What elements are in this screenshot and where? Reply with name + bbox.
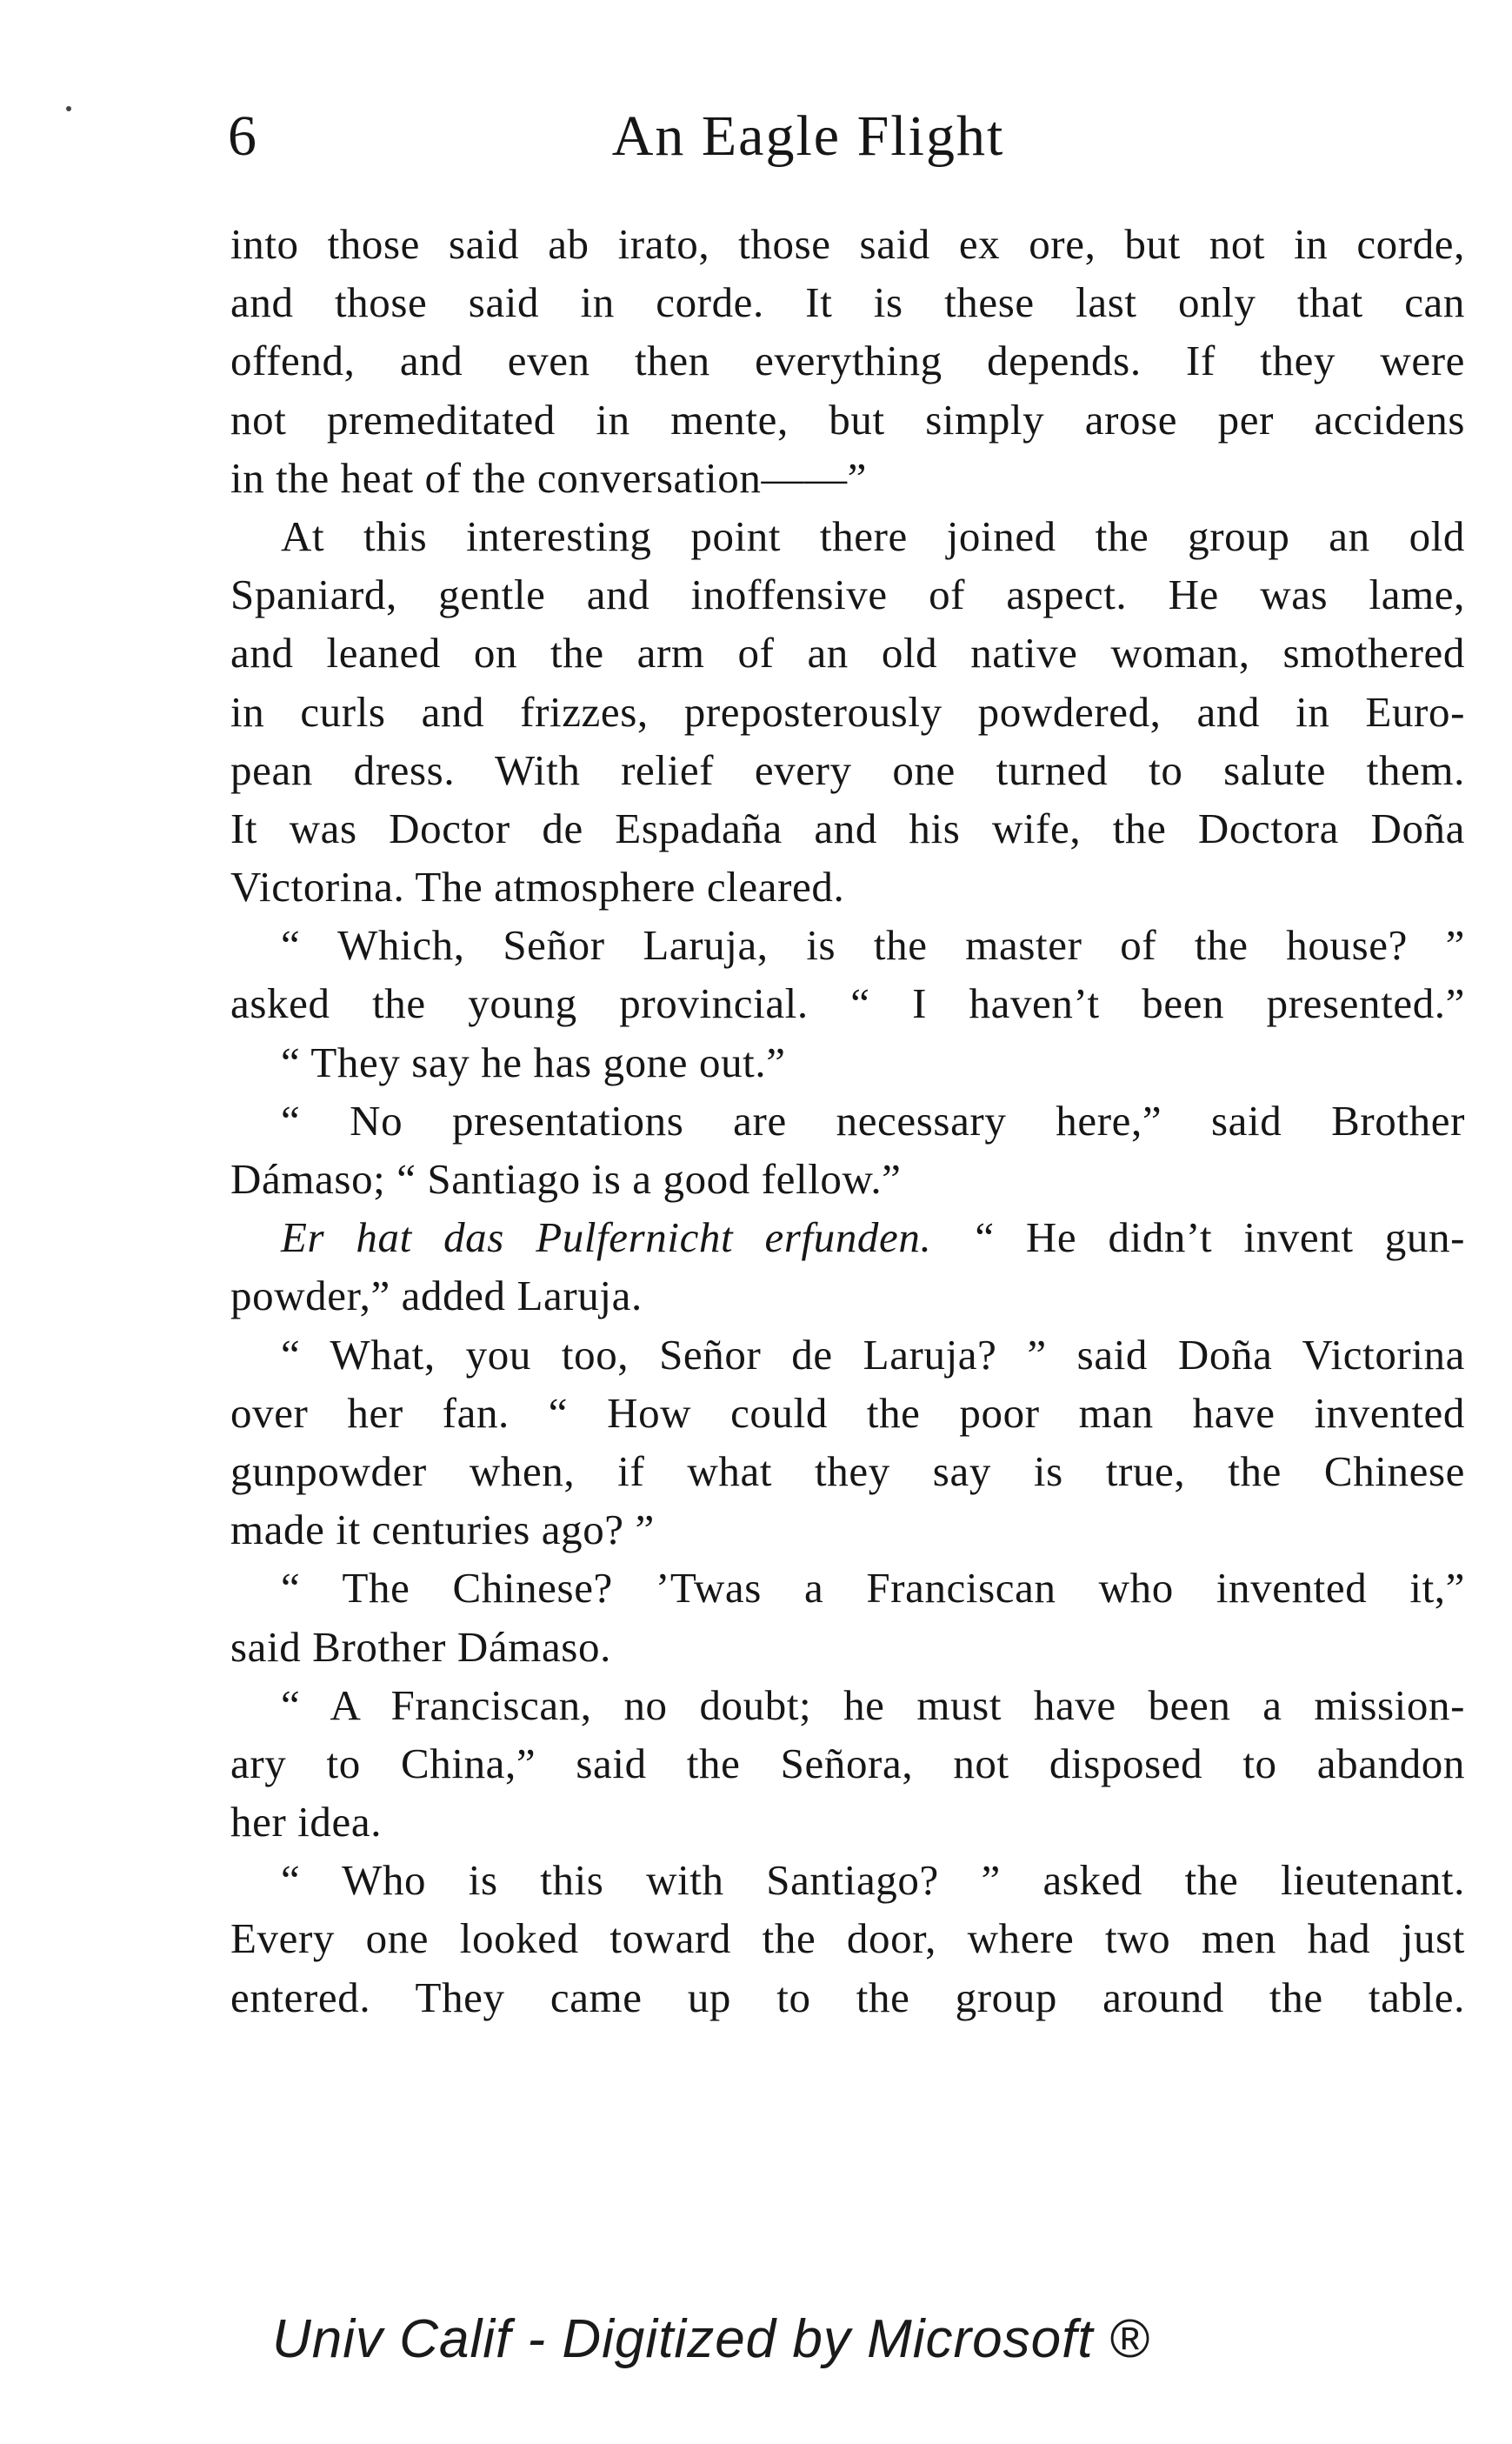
text-line: gunpowder when, if what they say is true, the Chinese xyxy=(230,1446,1465,1495)
text-line: ary to China,” said the Señora, not disposed to abandon xyxy=(230,1739,1465,1787)
text-line: Spaniard, gentle and inoffensive of aspect. He was lame, xyxy=(230,571,1465,619)
text-line: “ They say he has gone out.” xyxy=(281,1038,786,1086)
text-line: entered. They came up to the group around the table. xyxy=(230,1973,1465,2021)
text-line: in curls and frizzes, preposterously powdered, and in Euro- xyxy=(230,687,1465,736)
text-line: in the heat of the conversation——” xyxy=(230,453,868,502)
text-line: said Brother Dámaso. xyxy=(230,1622,611,1671)
text-line: powder,” added Laruja. xyxy=(230,1272,643,1320)
text-line: asked the young provincial. “ I haven’t been presented.” xyxy=(230,979,1465,1028)
german-line-rest: “ He didn’t invent gun- xyxy=(975,1213,1465,1262)
text-line: “ No presentations are necessary here,” said Brother xyxy=(281,1096,1465,1145)
text-line: and leaned on the arm of an old native woman, smothered xyxy=(230,629,1465,678)
body-text xyxy=(230,215,1465,2027)
text-line: Every one looked toward the door, where two men had just xyxy=(230,1914,1465,1963)
text-line: and those said in corde. It is these last only that can xyxy=(230,278,1465,327)
text-line-german xyxy=(230,1208,1465,1266)
text-line: “ Which, Señor Laruja, is the master of the house? ” xyxy=(281,921,1465,970)
text-line: “ Who is this with Santiago? ” asked the lieutenant. xyxy=(281,1856,1465,1905)
text-line: over her fan. “ How could the poor man have invented xyxy=(230,1388,1465,1437)
text-line: “ What, you too, Señor de Laruja? ” said Doña Victorina xyxy=(281,1330,1465,1379)
text-line: her idea. xyxy=(230,1798,383,1846)
german-phrase: Er hat das Pulfernicht erfunden. xyxy=(281,1213,932,1262)
text-line: made it centuries ago? ” xyxy=(230,1506,655,1554)
text-line: “ A Franciscan, no doubt; he must have been a mission- xyxy=(281,1680,1465,1729)
text-line: into those said ab irato, those said ex ore, but not in corde, xyxy=(230,220,1465,268)
text-line: Victorina. The atmosphere cleared. xyxy=(230,863,845,911)
text-line: pean dress. With relief every one turned to salute them. xyxy=(230,745,1465,794)
text-line: not premeditated in mente, but simply arose per accidens xyxy=(230,395,1465,444)
text-line: At this interesting point there joined the group an old xyxy=(281,511,1465,560)
text-line: “ The Chinese? ’Twas a Franciscan who invented it,” xyxy=(281,1564,1465,1613)
text-line: It was Doctor de Espadaña and his wife, the Doctora Doña xyxy=(230,804,1465,852)
text-line: offend, and even then everything depends. If they were xyxy=(230,337,1465,385)
text-line: Dámaso; “ Santiago is a good fellow.” xyxy=(230,1155,902,1203)
digitization-watermark: Univ Calif - Digitized by Microsoft ® xyxy=(272,2309,1150,2369)
page-number: 6 xyxy=(228,104,257,168)
running-title: An Eagle Flight xyxy=(611,104,1005,168)
